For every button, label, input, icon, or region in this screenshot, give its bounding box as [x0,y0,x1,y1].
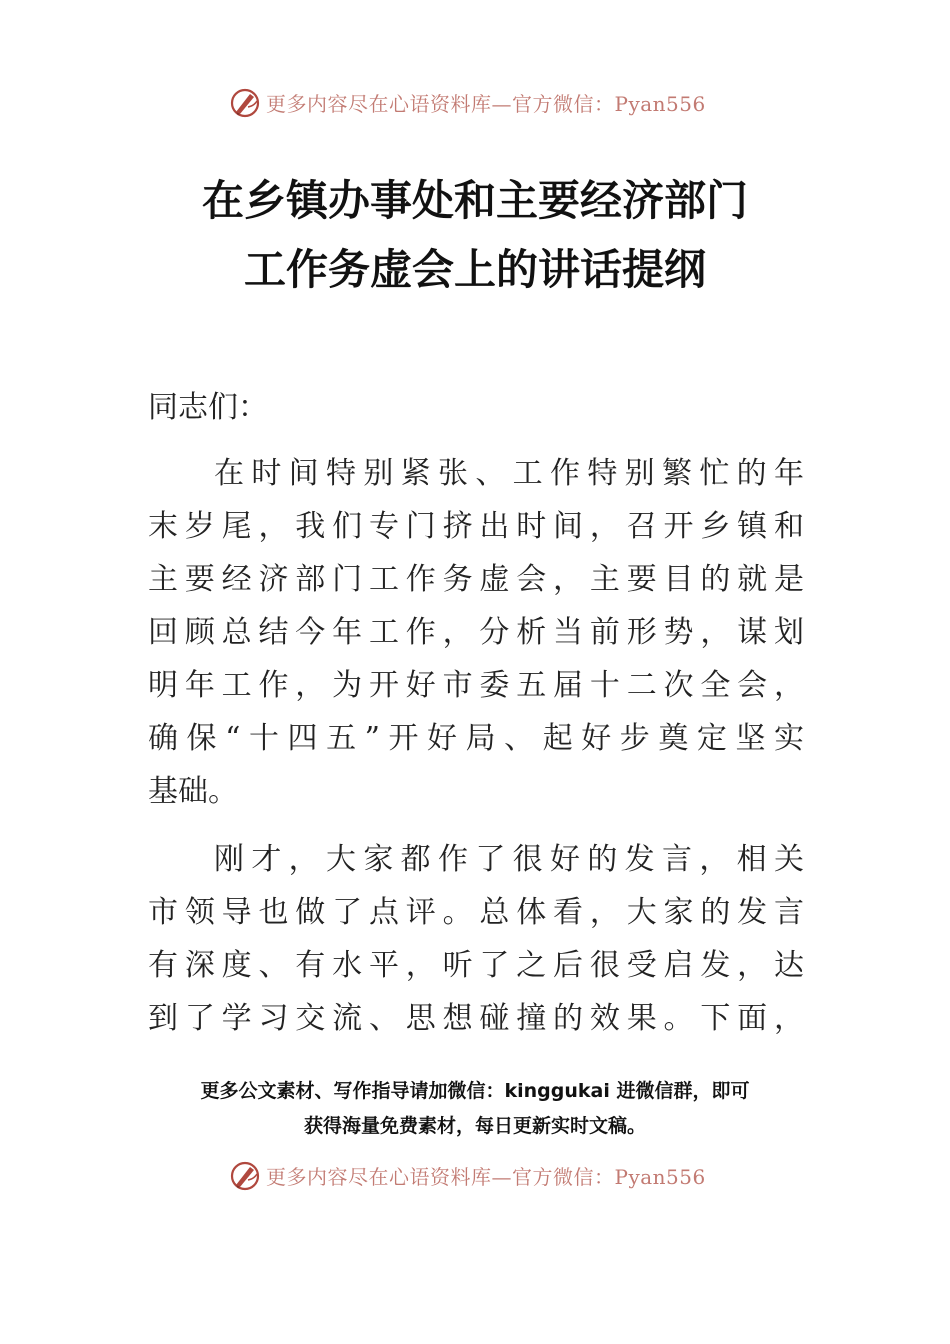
footer-banner [0,1153,950,1197]
paragraph-line: 在时间特别紧张、工作特别繁忙的年 [214,456,804,491]
footer-note-line-2: 获得海量免费素材，每日更新实时文稿。 [303,1115,646,1137]
paragraph-line: 确保“十四五”开好局、起好步奠定坚实 [148,721,804,756]
document-title-line-1: 在乡镇办事处和主要经济部门 [201,176,748,225]
footer-note-line-1: 更多公文素材、写作指导请加微信：kinggukai 进微信群，即可 [200,1080,750,1102]
paragraph-line: 市领导也做了点评。总体看，大家的发言 [148,895,804,930]
header-banner [0,80,950,124]
paragraph-line: 到了学习交流、思想碰撞的效果。下面， [148,1001,804,1036]
header-banner-text: 更多内容尽在心语资料库—官方微信：Pyan556 [266,91,706,116]
salutation: 同志们： [148,390,268,425]
document-title-line-2: 工作务虚会上的讲话提纲 [243,245,706,294]
footer-banner-text: 更多内容尽在心语资料库—官方微信：Pyan556 [266,1164,706,1189]
paragraph-line: 有深度、有水平，听了之后很受启发，达 [148,948,804,983]
paragraph-line: 刚才，大家都作了很好的发言，相关 [214,842,804,877]
paragraph-line: 回顾总结今年工作，分析当前形势，谋划 [148,615,804,650]
paragraph-line: 末岁尾，我们专门挤出时间，召开乡镇和 [148,509,804,544]
paragraph-line: 主要经济部门工作务虚会，主要目的就是 [148,562,804,597]
paragraph-line: 基础。 [148,774,238,809]
paragraph-line: 明年工作，为开好市委五届十二次全会， [148,668,804,703]
body-paragraph-2 [148,833,804,1045]
body-paragraph-1 [148,447,804,818]
pen-circle-logo-icon [228,85,262,119]
pen-circle-logo-icon [228,1158,262,1192]
